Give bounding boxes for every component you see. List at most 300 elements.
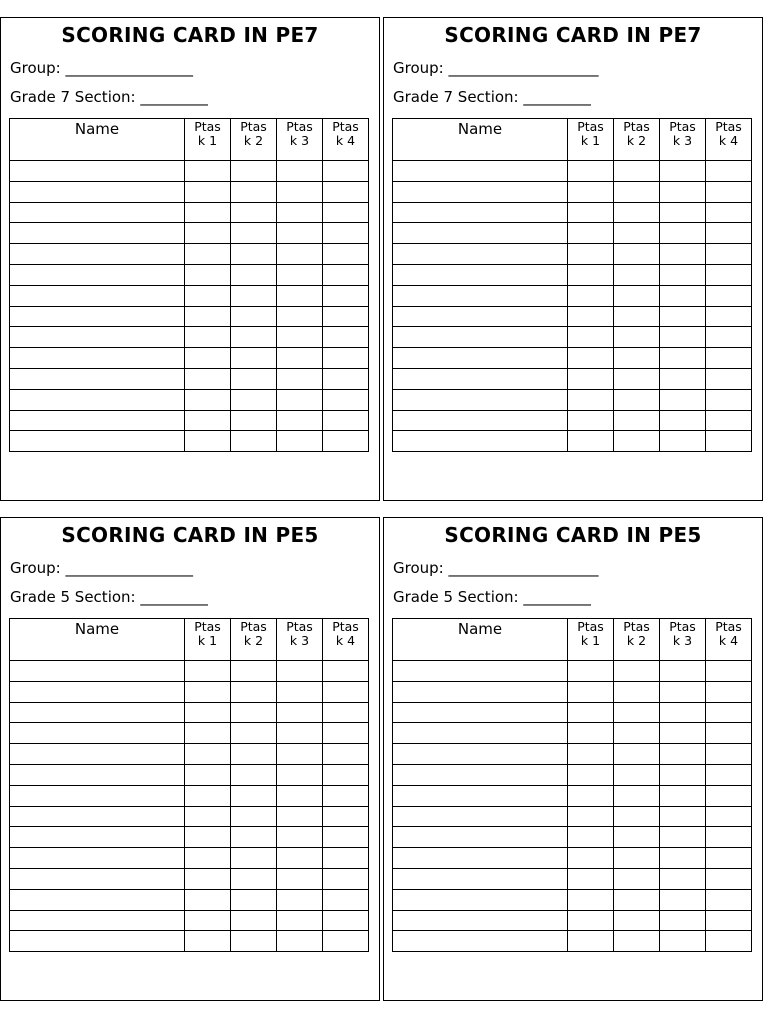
score-cell[interactable] <box>614 868 660 889</box>
group-field: Group: ____________________ <box>393 59 599 77</box>
score-cell[interactable] <box>706 848 752 869</box>
name-cell[interactable] <box>393 348 568 369</box>
name-cell[interactable] <box>10 723 185 744</box>
score-cell[interactable] <box>614 744 660 765</box>
score-cell[interactable] <box>660 681 706 702</box>
name-cell[interactable] <box>10 348 185 369</box>
score-cell[interactable] <box>277 327 323 348</box>
score-cell[interactable] <box>231 202 277 223</box>
score-cell[interactable] <box>323 223 369 244</box>
score-cell[interactable] <box>277 306 323 327</box>
score-cell[interactable] <box>706 661 752 682</box>
score-cell[interactable] <box>231 723 277 744</box>
score-cell[interactable] <box>614 181 660 202</box>
name-cell[interactable] <box>10 202 185 223</box>
score-cell[interactable] <box>277 806 323 827</box>
score-cell[interactable] <box>568 848 614 869</box>
score-cell[interactable] <box>231 389 277 410</box>
score-cell[interactable] <box>706 202 752 223</box>
score-cell[interactable] <box>231 244 277 265</box>
score-cell[interactable] <box>231 764 277 785</box>
score-cell[interactable] <box>568 389 614 410</box>
score-cell[interactable] <box>277 702 323 723</box>
score-cell[interactable] <box>185 806 231 827</box>
score-cell[interactable] <box>277 161 323 182</box>
name-cell[interactable] <box>10 868 185 889</box>
score-cell[interactable] <box>231 161 277 182</box>
score-cell[interactable] <box>706 785 752 806</box>
name-cell[interactable] <box>10 785 185 806</box>
score-cell[interactable] <box>323 285 369 306</box>
score-cell[interactable] <box>660 264 706 285</box>
score-cell[interactable] <box>185 868 231 889</box>
score-cell[interactable] <box>185 785 231 806</box>
score-cell[interactable] <box>185 244 231 265</box>
score-cell[interactable] <box>185 723 231 744</box>
score-cell[interactable] <box>277 348 323 369</box>
score-cell[interactable] <box>185 306 231 327</box>
name-cell[interactable] <box>10 431 185 452</box>
table-row <box>10 910 369 931</box>
score-cell[interactable] <box>614 848 660 869</box>
score-cell[interactable] <box>568 910 614 931</box>
table-row <box>10 244 369 265</box>
score-cell[interactable] <box>614 785 660 806</box>
name-cell[interactable] <box>10 223 185 244</box>
score-cell[interactable] <box>323 868 369 889</box>
score-cell[interactable] <box>231 910 277 931</box>
score-cell[interactable] <box>568 202 614 223</box>
score-cell[interactable] <box>185 744 231 765</box>
score-cell[interactable] <box>706 723 752 744</box>
score-cell[interactable] <box>706 306 752 327</box>
score-cell[interactable] <box>706 431 752 452</box>
score-cell[interactable] <box>277 244 323 265</box>
name-cell[interactable] <box>10 161 185 182</box>
score-cell[interactable] <box>614 723 660 744</box>
score-cell[interactable] <box>614 161 660 182</box>
score-cell[interactable] <box>231 348 277 369</box>
name-cell[interactable] <box>393 161 568 182</box>
score-cell[interactable] <box>660 389 706 410</box>
score-cell[interactable] <box>323 806 369 827</box>
score-cell[interactable] <box>231 744 277 765</box>
score-cell[interactable] <box>568 702 614 723</box>
score-cell[interactable] <box>614 306 660 327</box>
score-cell[interactable] <box>706 161 752 182</box>
score-cell[interactable] <box>323 327 369 348</box>
score-cell[interactable] <box>185 931 231 952</box>
score-cell[interactable] <box>277 223 323 244</box>
score-cell[interactable] <box>231 785 277 806</box>
score-cell[interactable] <box>231 285 277 306</box>
score-cell[interactable] <box>568 827 614 848</box>
score-cell[interactable] <box>706 368 752 389</box>
score-cell[interactable] <box>323 161 369 182</box>
score-cell[interactable] <box>660 223 706 244</box>
name-cell[interactable] <box>10 910 185 931</box>
score-cell[interactable] <box>231 931 277 952</box>
name-cell[interactable] <box>10 285 185 306</box>
score-cell[interactable] <box>185 161 231 182</box>
score-cell[interactable] <box>614 348 660 369</box>
score-cell[interactable] <box>660 348 706 369</box>
score-cell[interactable] <box>706 764 752 785</box>
score-cell[interactable] <box>277 785 323 806</box>
score-cell[interactable] <box>660 931 706 952</box>
score-cell[interactable] <box>323 681 369 702</box>
score-cell[interactable] <box>231 306 277 327</box>
score-cell[interactable] <box>614 264 660 285</box>
score-cell[interactable] <box>277 389 323 410</box>
score-cell[interactable] <box>185 848 231 869</box>
score-cell[interactable] <box>614 327 660 348</box>
score-cell[interactable] <box>323 368 369 389</box>
score-cell[interactable] <box>185 202 231 223</box>
score-cell[interactable] <box>568 431 614 452</box>
score-cell[interactable] <box>706 702 752 723</box>
score-cell[interactable] <box>323 702 369 723</box>
score-cell[interactable] <box>277 931 323 952</box>
score-cell[interactable] <box>614 410 660 431</box>
score-cell[interactable] <box>185 889 231 910</box>
score-cell[interactable] <box>614 244 660 265</box>
name-cell[interactable] <box>10 327 185 348</box>
name-cell[interactable] <box>393 410 568 431</box>
name-cell[interactable] <box>393 889 568 910</box>
name-cell[interactable] <box>10 702 185 723</box>
score-cell[interactable] <box>568 868 614 889</box>
score-cell[interactable] <box>660 827 706 848</box>
name-cell[interactable] <box>393 868 568 889</box>
score-cell[interactable] <box>568 264 614 285</box>
score-cell[interactable] <box>706 910 752 931</box>
name-cell[interactable] <box>393 744 568 765</box>
name-cell[interactable] <box>393 368 568 389</box>
score-cell[interactable] <box>568 661 614 682</box>
score-cell[interactable] <box>568 785 614 806</box>
score-cell[interactable] <box>568 681 614 702</box>
card-title: SCORING CARD IN PE5 <box>444 523 702 547</box>
score-cell[interactable] <box>660 306 706 327</box>
score-cell[interactable] <box>706 744 752 765</box>
score-cell[interactable] <box>660 410 706 431</box>
score-cell[interactable] <box>231 848 277 869</box>
table-row <box>393 202 752 223</box>
score-cell[interactable] <box>660 161 706 182</box>
name-cell[interactable] <box>10 661 185 682</box>
score-cell[interactable] <box>660 244 706 265</box>
score-cell[interactable] <box>660 848 706 869</box>
score-cell[interactable] <box>568 285 614 306</box>
score-cell[interactable] <box>614 202 660 223</box>
name-cell[interactable] <box>393 681 568 702</box>
score-cell[interactable] <box>706 827 752 848</box>
score-cell[interactable] <box>614 889 660 910</box>
score-cell[interactable] <box>185 431 231 452</box>
score-cell[interactable] <box>568 161 614 182</box>
score-cell[interactable] <box>614 931 660 952</box>
score-cell[interactable] <box>614 764 660 785</box>
section-field: Grade 7 Section: _________ <box>10 88 208 106</box>
score-cell[interactable] <box>185 264 231 285</box>
score-cell[interactable] <box>614 661 660 682</box>
name-cell[interactable] <box>393 764 568 785</box>
score-cell[interactable] <box>277 681 323 702</box>
score-cell[interactable] <box>614 827 660 848</box>
score-cell[interactable] <box>660 889 706 910</box>
score-cell[interactable] <box>277 848 323 869</box>
score-cell[interactable] <box>277 264 323 285</box>
score-cell[interactable] <box>614 431 660 452</box>
score-cell[interactable] <box>568 368 614 389</box>
score-cell[interactable] <box>185 348 231 369</box>
score-cell[interactable] <box>706 931 752 952</box>
name-cell[interactable] <box>10 931 185 952</box>
score-cell[interactable] <box>614 285 660 306</box>
score-cell[interactable] <box>614 806 660 827</box>
score-cell[interactable] <box>568 723 614 744</box>
score-cell[interactable] <box>706 410 752 431</box>
score-cell[interactable] <box>277 368 323 389</box>
score-cell[interactable] <box>323 264 369 285</box>
score-cell[interactable] <box>323 306 369 327</box>
score-cell[interactable] <box>568 764 614 785</box>
score-cell[interactable] <box>323 744 369 765</box>
score-cell[interactable] <box>660 723 706 744</box>
score-cell[interactable] <box>568 744 614 765</box>
score-cell[interactable] <box>185 681 231 702</box>
score-cell[interactable] <box>660 368 706 389</box>
task-header-number: k 3 <box>672 633 693 648</box>
score-cell[interactable] <box>277 202 323 223</box>
table-row <box>393 348 752 369</box>
name-cell[interactable] <box>393 931 568 952</box>
name-cell[interactable] <box>10 181 185 202</box>
name-cell[interactable] <box>393 181 568 202</box>
name-cell[interactable] <box>393 223 568 244</box>
score-cell[interactable] <box>706 348 752 369</box>
score-cell[interactable] <box>231 410 277 431</box>
score-cell[interactable] <box>614 389 660 410</box>
score-cell[interactable] <box>706 889 752 910</box>
score-cell[interactable] <box>185 285 231 306</box>
score-cell[interactable] <box>660 661 706 682</box>
score-cell[interactable] <box>660 764 706 785</box>
score-cell[interactable] <box>231 264 277 285</box>
score-cell[interactable] <box>568 327 614 348</box>
score-cell[interactable] <box>323 910 369 931</box>
score-cell[interactable] <box>706 244 752 265</box>
score-cell[interactable] <box>185 661 231 682</box>
score-cell[interactable] <box>323 181 369 202</box>
score-cell[interactable] <box>185 389 231 410</box>
name-cell[interactable] <box>10 806 185 827</box>
name-cell[interactable] <box>393 202 568 223</box>
score-cell[interactable] <box>660 202 706 223</box>
name-cell[interactable] <box>10 244 185 265</box>
score-cell[interactable] <box>660 806 706 827</box>
score-cell[interactable] <box>231 223 277 244</box>
score-cell[interactable] <box>660 431 706 452</box>
table-row <box>10 723 369 744</box>
name-cell[interactable] <box>10 306 185 327</box>
score-cell[interactable] <box>706 264 752 285</box>
score-cell[interactable] <box>277 910 323 931</box>
score-cell[interactable] <box>660 910 706 931</box>
score-cell[interactable] <box>185 327 231 348</box>
score-cell[interactable] <box>568 889 614 910</box>
score-cell[interactable] <box>185 223 231 244</box>
name-cell[interactable] <box>393 285 568 306</box>
task-header-label: Ptas <box>332 619 359 634</box>
score-cell[interactable] <box>706 327 752 348</box>
name-cell[interactable] <box>393 327 568 348</box>
name-cell[interactable] <box>393 827 568 848</box>
score-cell[interactable] <box>568 931 614 952</box>
score-cell[interactable] <box>231 827 277 848</box>
score-cell[interactable] <box>231 702 277 723</box>
name-cell[interactable] <box>393 661 568 682</box>
name-cell[interactable] <box>393 244 568 265</box>
score-cell[interactable] <box>323 661 369 682</box>
score-cell[interactable] <box>323 827 369 848</box>
score-cell[interactable] <box>231 889 277 910</box>
score-cell[interactable] <box>323 348 369 369</box>
score-cell[interactable] <box>277 827 323 848</box>
score-cell[interactable] <box>706 806 752 827</box>
name-cell[interactable] <box>10 827 185 848</box>
task-header-number: k 4 <box>335 633 356 648</box>
score-cell[interactable] <box>185 827 231 848</box>
score-cell[interactable] <box>231 868 277 889</box>
score-cell[interactable] <box>185 368 231 389</box>
name-cell[interactable] <box>393 848 568 869</box>
score-cell[interactable] <box>614 223 660 244</box>
score-cell[interactable] <box>323 848 369 869</box>
score-cell[interactable] <box>660 702 706 723</box>
table-row <box>10 223 369 244</box>
name-cell[interactable] <box>393 723 568 744</box>
score-cell[interactable] <box>660 785 706 806</box>
score-cell[interactable] <box>277 744 323 765</box>
name-cell[interactable] <box>10 264 185 285</box>
score-cell[interactable] <box>231 327 277 348</box>
score-cell[interactable] <box>323 431 369 452</box>
name-cell[interactable] <box>393 702 568 723</box>
score-cell[interactable] <box>323 931 369 952</box>
score-cell[interactable] <box>568 223 614 244</box>
score-cell[interactable] <box>323 244 369 265</box>
score-cell[interactable] <box>231 431 277 452</box>
table-row <box>10 431 369 452</box>
score-cell[interactable] <box>660 744 706 765</box>
score-cell[interactable] <box>323 410 369 431</box>
score-cell[interactable] <box>568 306 614 327</box>
task-header-number: k 2 <box>626 633 647 648</box>
name-cell[interactable] <box>393 910 568 931</box>
score-cell[interactable] <box>660 868 706 889</box>
name-cell[interactable] <box>393 431 568 452</box>
score-cell[interactable] <box>231 661 277 682</box>
score-cell[interactable] <box>323 764 369 785</box>
score-cell[interactable] <box>614 368 660 389</box>
score-cell[interactable] <box>277 661 323 682</box>
score-cell[interactable] <box>185 702 231 723</box>
score-cell[interactable] <box>185 910 231 931</box>
name-cell[interactable] <box>393 264 568 285</box>
name-cell[interactable] <box>10 889 185 910</box>
score-cell[interactable] <box>323 202 369 223</box>
task-header-3 <box>277 619 323 661</box>
score-cell[interactable] <box>231 681 277 702</box>
score-cell[interactable] <box>706 181 752 202</box>
score-cell[interactable] <box>706 868 752 889</box>
score-cell[interactable] <box>706 681 752 702</box>
score-cell[interactable] <box>277 285 323 306</box>
score-cell[interactable] <box>660 181 706 202</box>
name-cell[interactable] <box>393 785 568 806</box>
name-cell[interactable] <box>10 744 185 765</box>
name-cell[interactable] <box>10 848 185 869</box>
score-cell[interactable] <box>277 181 323 202</box>
score-cell[interactable] <box>568 410 614 431</box>
table-row <box>393 702 752 723</box>
score-cell[interactable] <box>568 348 614 369</box>
name-cell[interactable] <box>10 389 185 410</box>
score-cell[interactable] <box>706 223 752 244</box>
name-cell[interactable] <box>10 410 185 431</box>
score-cell[interactable] <box>323 785 369 806</box>
score-cell[interactable] <box>323 889 369 910</box>
name-cell[interactable] <box>10 368 185 389</box>
score-cell[interactable] <box>614 910 660 931</box>
score-cell[interactable] <box>323 389 369 410</box>
score-cell[interactable] <box>568 181 614 202</box>
score-cell[interactable] <box>614 681 660 702</box>
score-cell[interactable] <box>660 327 706 348</box>
score-cell[interactable] <box>231 181 277 202</box>
score-cell[interactable] <box>185 181 231 202</box>
score-cell[interactable] <box>323 723 369 744</box>
score-cell[interactable] <box>660 285 706 306</box>
name-cell[interactable] <box>10 764 185 785</box>
task-header-number: k 2 <box>243 633 264 648</box>
score-cell[interactable] <box>185 764 231 785</box>
score-cell[interactable] <box>277 889 323 910</box>
name-cell[interactable] <box>393 806 568 827</box>
score-cell[interactable] <box>185 410 231 431</box>
score-cell[interactable] <box>231 806 277 827</box>
score-cell[interactable] <box>277 410 323 431</box>
table-header-row <box>393 619 752 661</box>
score-cell[interactable] <box>706 389 752 410</box>
score-cell[interactable] <box>706 285 752 306</box>
table-row <box>393 744 752 765</box>
score-cell[interactable] <box>277 723 323 744</box>
score-cell[interactable] <box>277 764 323 785</box>
name-cell[interactable] <box>10 681 185 702</box>
name-cell[interactable] <box>393 389 568 410</box>
score-cell[interactable] <box>277 431 323 452</box>
score-cell[interactable] <box>231 368 277 389</box>
name-cell[interactable] <box>393 306 568 327</box>
task-header-label: Ptas <box>577 119 604 134</box>
score-cell[interactable] <box>277 868 323 889</box>
score-cell[interactable] <box>614 702 660 723</box>
score-cell[interactable] <box>568 806 614 827</box>
score-cell[interactable] <box>568 244 614 265</box>
